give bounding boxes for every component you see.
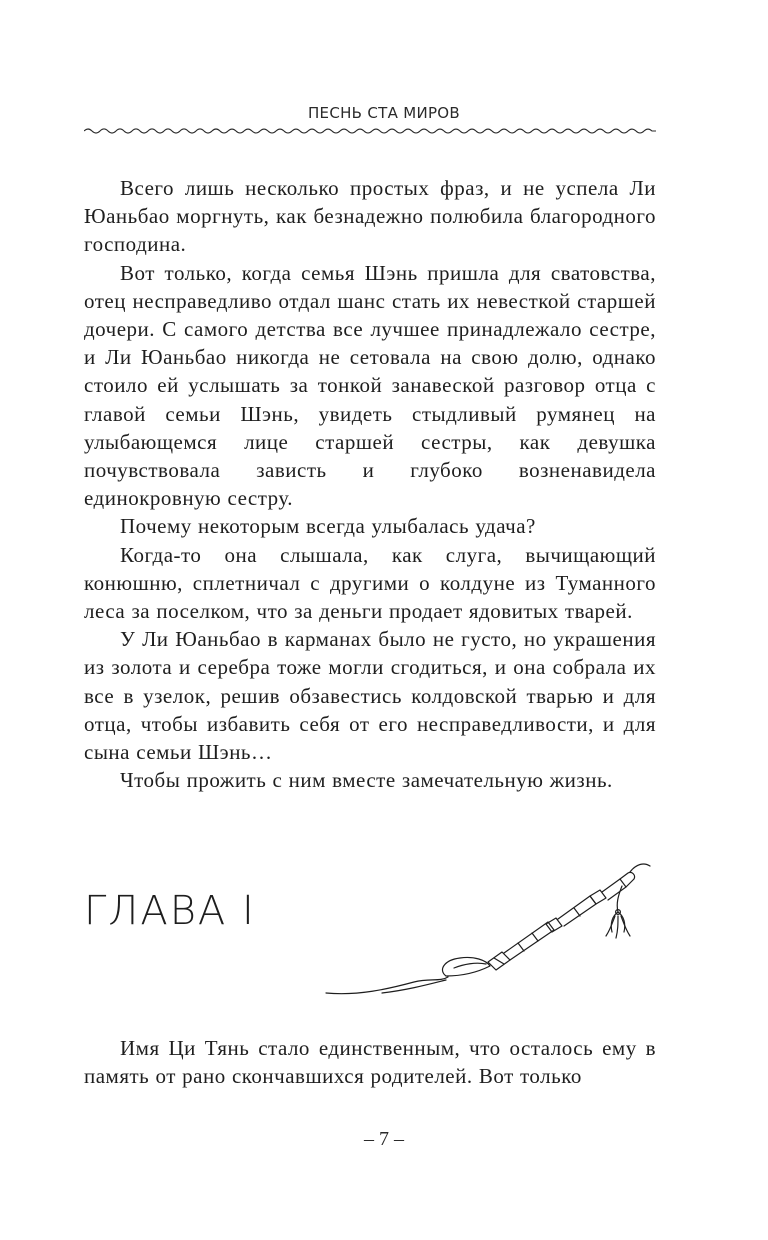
- paragraph: У Ли Юаньбао в карманах было не густо, но украшения из золота и серебра тоже могли сгодиться, и она собрала их все в узелок, решив обзавестись колдовской тварью и для отца, чтобы избавить себя от его несправедливости, и для сына семьи Шэнь…: [84, 627, 656, 765]
- paragraph: Вот только, когда семья Шэнь пришла для сватовства, отец несправедливо отдал шанс стать их невесткой старшей дочери. С самого детства все лучшее принадлежало сестре, и Ли Юаньбао никогда не сетовала на свою долю, однако стоило ей услышать за тонкой занавеской разговор отца с главой семьи Шэнь, увидеть стыдливый румянец на улыбающемся лице старшей сестры, как девушка почувствовала зависть и глубоко возненавидела единокровную сестру.: [84, 260, 656, 511]
- running-head: ПЕСНЬ СТА МИРОВ: [307, 104, 461, 122]
- paragraph: Когда-то она слышала, как слуга, вычищающий конюшню, сплетничал с другими о колдуне из Туманного леса за поселком, что за деньги продает ядовитых тварей.: [84, 542, 656, 624]
- paragraph: Почему некоторым всегда улыбалась удача?: [120, 514, 536, 539]
- chapter-heading: ГЛАВА I: [84, 888, 256, 934]
- paragraph: Имя Ци Тянь стало единственным, что осталось ему в память от рано скончавшихся родителей. Вот только: [84, 1036, 656, 1089]
- calligraphy-brush-icon: [318, 856, 658, 1001]
- header-rule: [84, 124, 656, 138]
- paragraph: Всего лишь несколько простых фраз, и не успела Ли Юаньбао моргнуть, как безнадежно полюбила благородного господина.: [84, 176, 656, 257]
- body-text-top: [84, 174, 656, 794]
- body-text-bottom: [84, 1034, 656, 1090]
- page-number: – 7 –: [364, 1128, 404, 1150]
- paragraph: Чтобы прожить с ним вместе замечательную жизнь.: [120, 768, 613, 793]
